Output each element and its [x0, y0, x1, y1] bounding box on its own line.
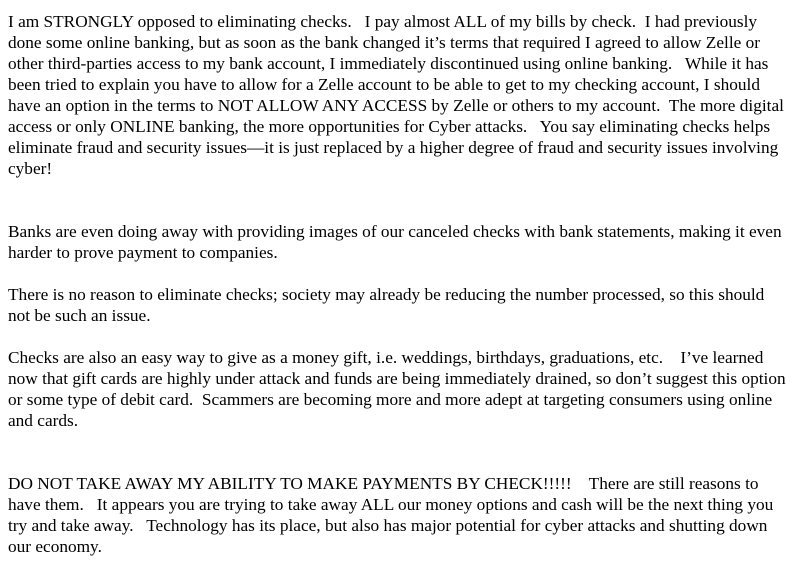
paragraph-opposition: I am STRONGLY opposed to eliminating checks. I pay almost ALL of my bills by check. I had previously done some online banking, but as soon as the bank changed it’s terms that required I agreed to allow Zelle or other third-parties access to my bank account, I immediately discontinued using online banking. While it has been tried to explain you have to allow for a Zelle account to be able to get to my checking account, I should have an option in the terms to NOT ALLOW ANY ACCESS by Zelle or others to my account. The more digital access or only ONLINE banking, the more opportunities for Cyber attacks. You say eliminating checks helps eliminate fraud and security issues—it is just replaced by a higher degree of fraud and security issues involving cyber! [8, 12, 789, 178]
document-body [8, 11, 790, 557]
blank-space [8, 179, 790, 221]
paragraph-do-not-take-away: DO NOT TAKE AWAY MY ABILITY TO MAKE PAYMENTS BY CHECK!!!!! There are still reasons to have them. It appears you are trying to take away ALL our money options and cash will be the next thing you try and take away. Technology has its place, but also has major potential for cyber attacks and shutting down our economy. [8, 474, 778, 556]
paragraph-money-gift: Checks are also an easy way to give as a money gift, i.e. weddings, birthdays, graduations, etc. I’ve learned now that gift cards are highly under attack and funds are being immediately drained, so don’t suggest this option or some type of debit card. Scammers are becoming more and more adept at targeting consumers using online and cards. [8, 348, 790, 430]
blank-space [8, 263, 790, 284]
paragraph-no-reason: There is no reason to eliminate checks; society may already be reducing the number processed, so this should not be such an issue. [8, 285, 769, 325]
blank-space [8, 326, 790, 347]
paragraph-canceled-check-images: Banks are even doing away with providing images of our canceled checks with bank statements, making it even harder to prove payment to companies. [8, 222, 786, 262]
blank-space [8, 431, 790, 473]
